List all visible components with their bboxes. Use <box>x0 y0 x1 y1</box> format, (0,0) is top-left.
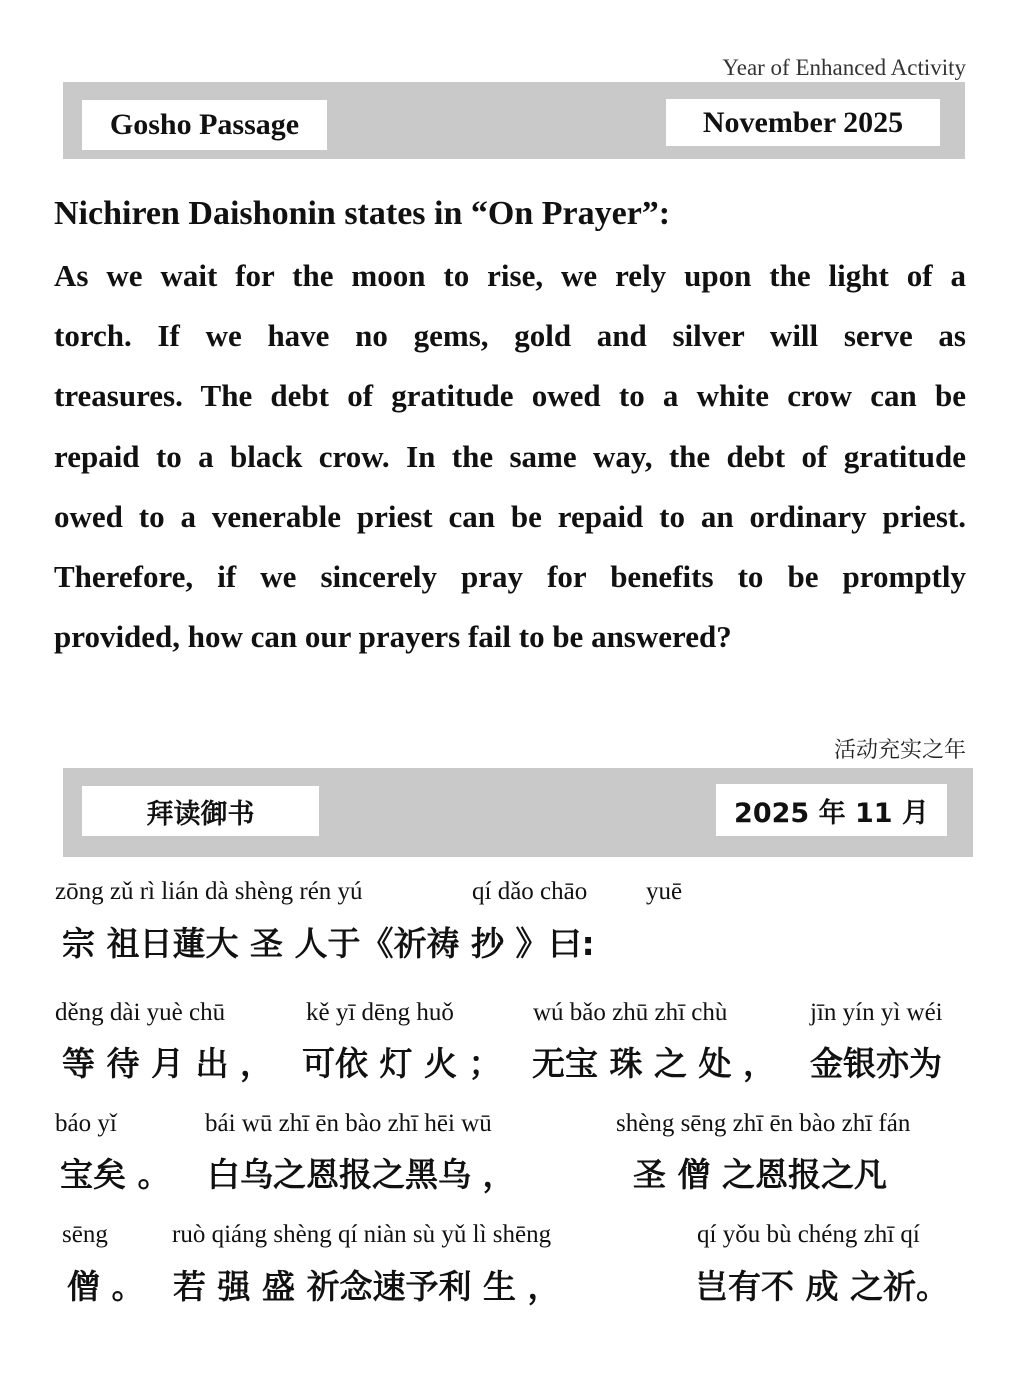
pinyin-segment: děng dài yuè chū <box>55 999 226 1026</box>
pinyin-segment: báo yǐ <box>55 1110 117 1137</box>
hanzi-segment: 僧 。 <box>67 1267 145 1306</box>
passage-line: torch. If we have no gems, gold and silver will serve as <box>54 318 966 354</box>
passage-line: repaid to a black crow. In the same way, the debt of gratitude <box>54 438 966 474</box>
passage-line: provided, how can our prayers fail to be answered? <box>54 619 732 655</box>
passage-intro: Nichiren Daishonin states in “On Prayer”: <box>54 195 671 232</box>
pinyin-segment: bái wū zhī ēn bào zhī hēi wū <box>205 1110 492 1137</box>
pinyin-segment: ruò qiáng shèng qí niàn sù yǔ lì shēng <box>172 1221 552 1248</box>
zh-year-label: 活动充实之年 <box>833 738 966 763</box>
issue-date: November 2025 <box>666 99 940 146</box>
zh-issue-date: 2025 年 11 月 <box>716 784 947 836</box>
section-title: Gosho Passage <box>82 100 327 150</box>
pinyin-segment: sēng <box>62 1221 108 1248</box>
zh-header-band <box>63 768 973 857</box>
pinyin-segment: qí dǎo chāo <box>472 878 588 905</box>
hanzi-segment: 宝矣 。 <box>60 1155 171 1194</box>
pinyin-segment: yuē <box>646 878 683 905</box>
passage-line: treasures. The debt of gratitude owed to a white crow can be <box>54 378 966 414</box>
hanzi-segment: 若 强 盛 祈念速予利 生 ， <box>173 1267 561 1306</box>
pinyin-segment: kě yī dēng huǒ <box>306 999 454 1026</box>
hanzi-segment: 白乌之恩报之黑乌 ， <box>207 1155 516 1194</box>
pinyin-segment: wú bǎo zhū zhī chù <box>533 999 728 1026</box>
gosho-passage <box>54 246 966 667</box>
zh-section-title: 拜读御书 <box>82 786 319 836</box>
passage-line: Therefore, if we sincerely pray for benefits to be promptly <box>54 558 966 594</box>
hanzi-segment: 岂有不 成 之祈。 <box>695 1267 949 1306</box>
pinyin-segment: jīn yín yì wéi <box>810 999 943 1026</box>
header-band <box>63 82 965 159</box>
hanzi-segment: 金银亦为 <box>810 1044 942 1083</box>
hanzi-segment: 等 待 月 出 ， <box>62 1044 273 1083</box>
hanzi-segment: 圣 僧 之恩报之凡 <box>633 1155 887 1194</box>
passage-line: As we wait for the moon to rise, we rely upon the light of a <box>54 258 966 293</box>
hanzi-segment: 可依 灯 火 ； <box>302 1044 502 1083</box>
year-label: Year of Enhanced Activity <box>722 55 966 80</box>
pinyin-segment: zōng zǔ rì lián dà shèng rén yú <box>55 878 363 905</box>
hanzi-segment: 宗 祖日蓮大 圣 人于《祈祷 抄 》曰: <box>62 924 595 963</box>
passage-line: owed to a venerable priest can be repaid to an ordinary priest. <box>54 498 966 534</box>
hanzi-segment: 无宝 珠 之 处 ， <box>532 1044 776 1083</box>
pinyin-segment: shèng sēng zhī ēn bào zhī fán <box>616 1110 911 1137</box>
pinyin-segment: qí yǒu bù chéng zhī qí <box>697 1221 920 1248</box>
